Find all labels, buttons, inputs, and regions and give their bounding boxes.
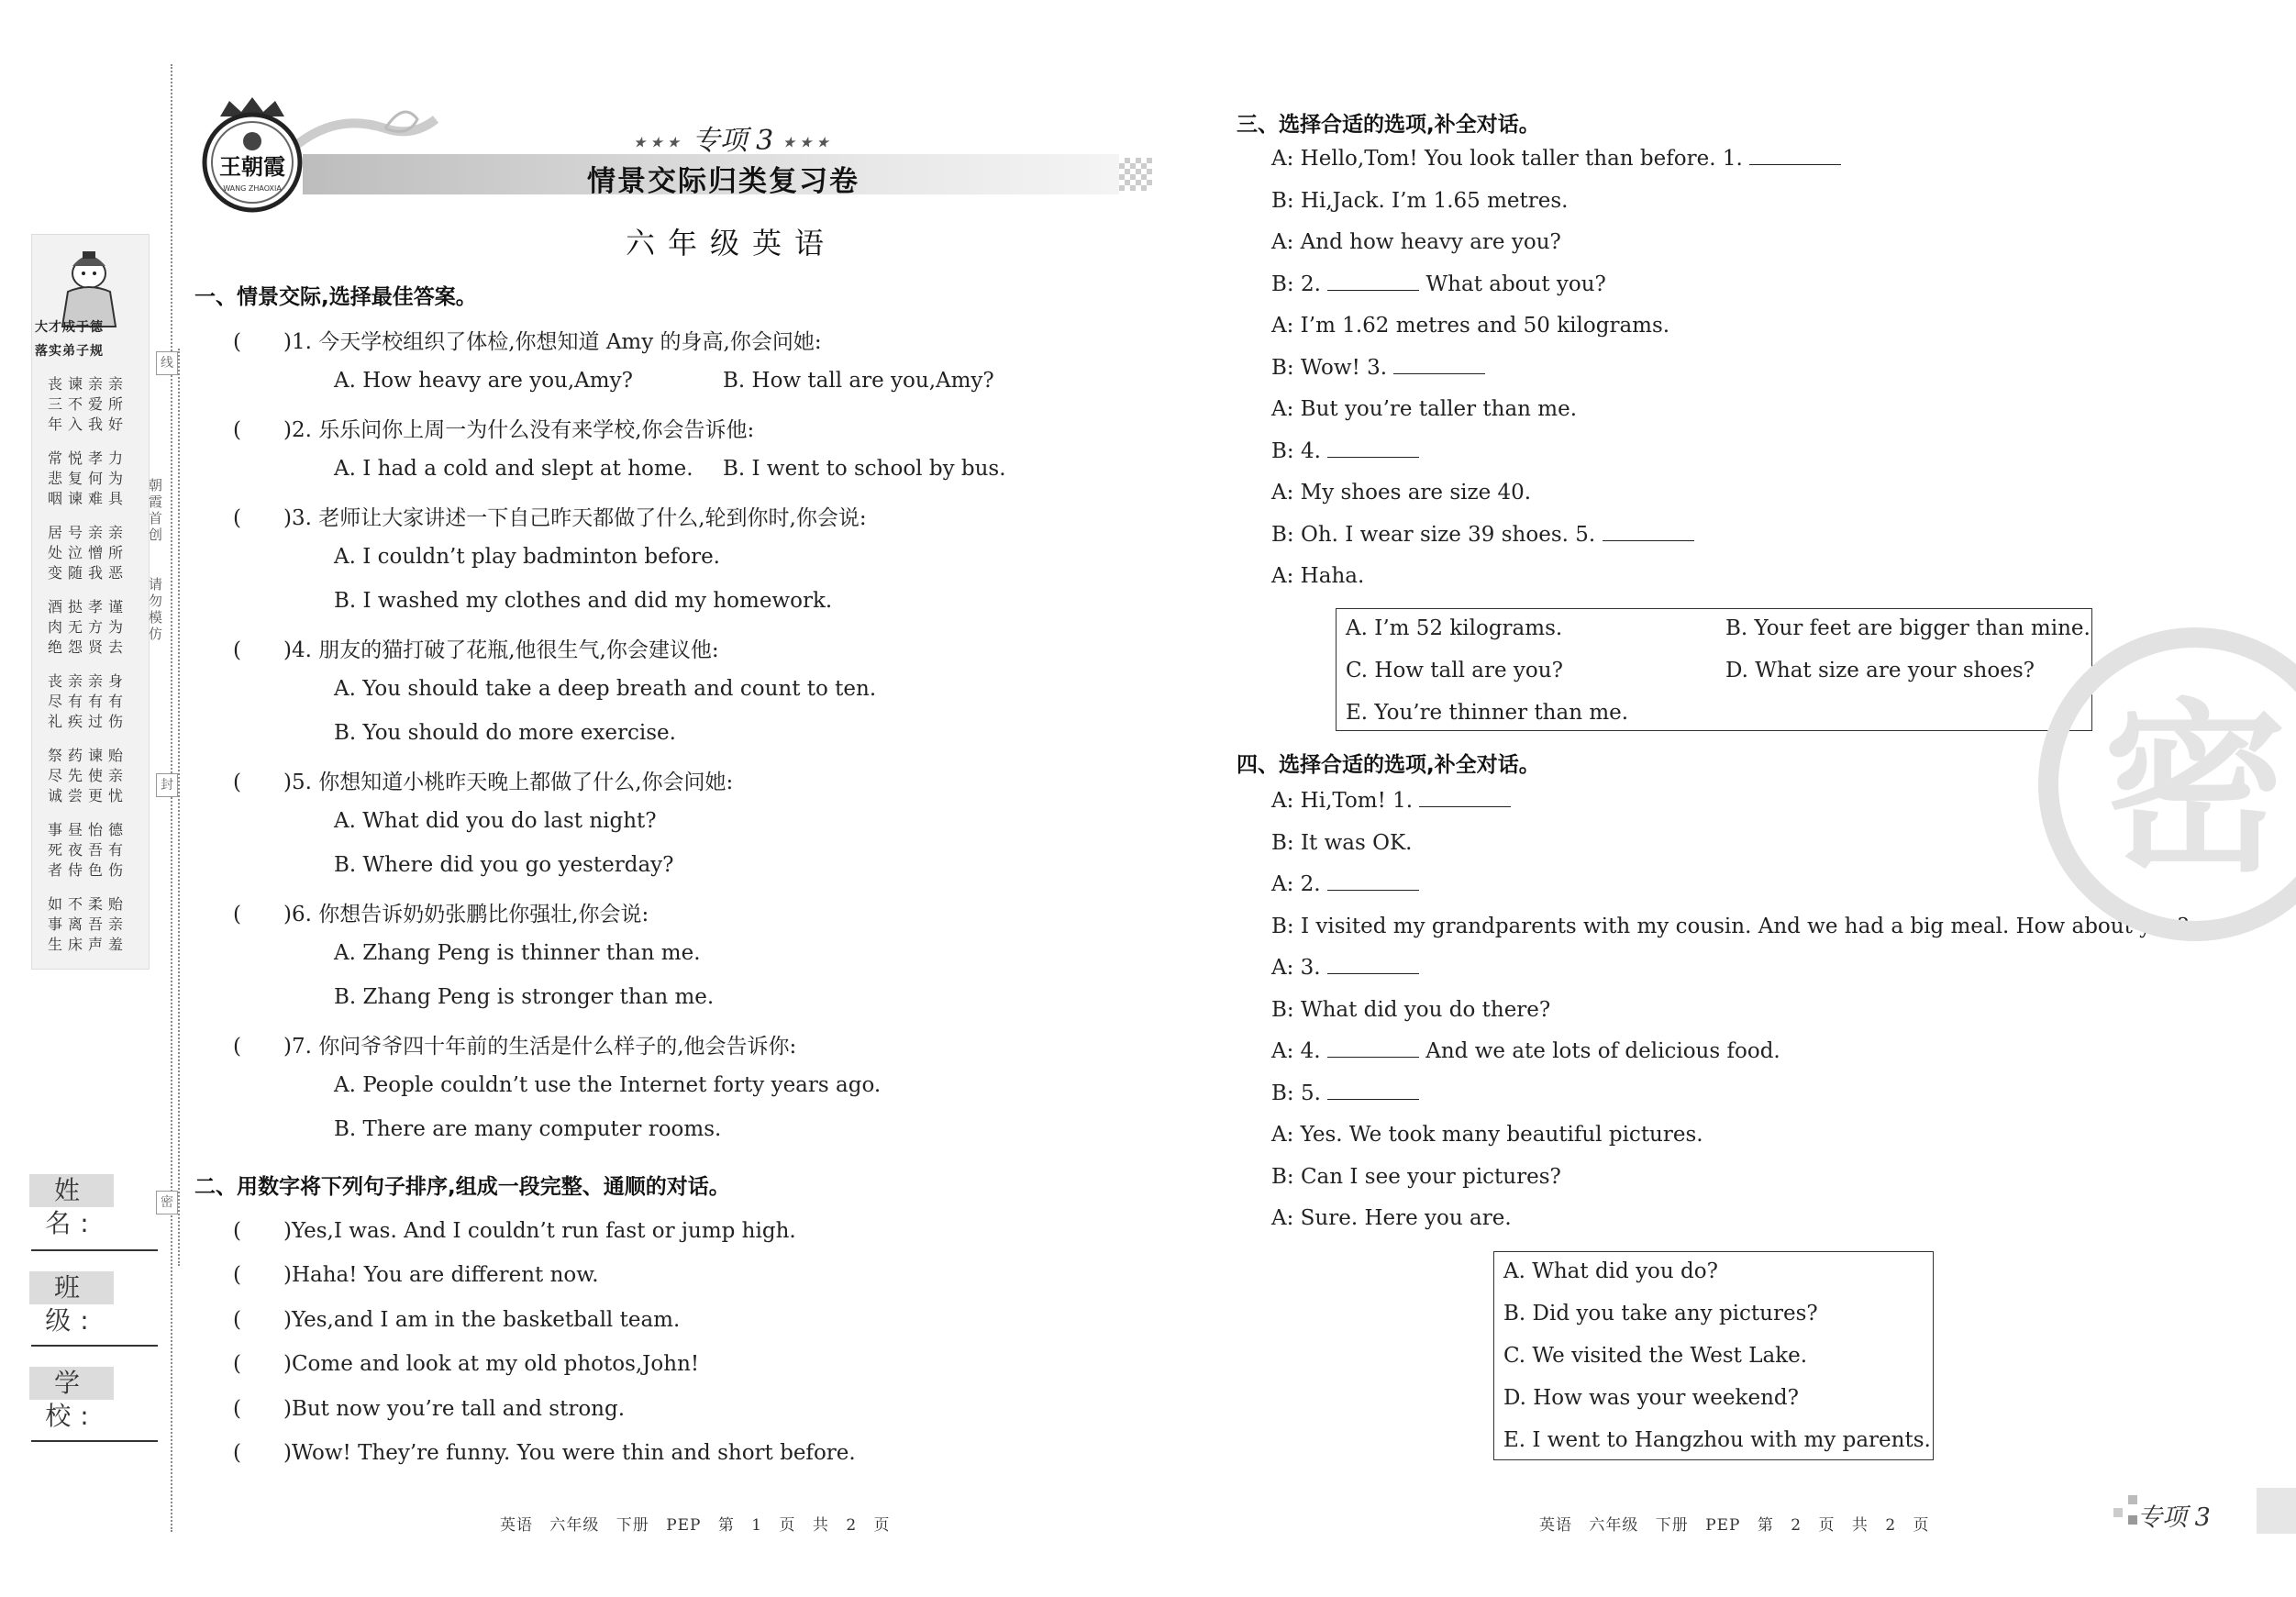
question-3: ( )3. 老师让大家讲述一下自己昨天都做了什么,轮到你时,你会说: [233, 506, 867, 530]
proverb-row: 咽谏难具 [48, 490, 129, 507]
answer-blank[interactable] [1327, 273, 1419, 291]
question-3-option-b[interactable]: B. I washed my clothes and did my homework. [334, 589, 833, 613]
motto-line-2: 落实弟子规 [35, 344, 104, 359]
proverb-row: 常悦孝力 [48, 449, 129, 467]
dialogue-text: A: 4. [1271, 1039, 1321, 1063]
proverb-row: 变随我恶 [48, 564, 129, 582]
question-2-option-b[interactable]: B. I went to school by bus. [723, 457, 1006, 481]
copyright-note-1: 朝霞首创 [149, 477, 163, 543]
dialogue-line [1271, 1081, 1419, 1105]
dialogue-text: A: Haha. [1271, 564, 1365, 588]
section2-heading: 二、用数字将下列句子排序,组成一段完整、通顺的对话。 [194, 1175, 730, 1199]
cut-mark-seal: 封 [156, 773, 178, 797]
name-field[interactable] [31, 1249, 158, 1251]
dialogue-text-after: What about you? [1419, 272, 1606, 296]
question-6: ( )6. 你想告诉奶奶张鹏比你强壮,你会说: [233, 903, 649, 926]
series-text: 专项 3 [692, 125, 774, 157]
dialogue-text: A: Hi,Tom! 1. [1271, 789, 1414, 813]
question-2: ( )2. 乐乐问你上周一为什么没有来学校,你会告诉他: [233, 418, 755, 442]
dialogue-line [1271, 230, 1561, 254]
dialogue-text: B: 2. [1271, 272, 1321, 296]
proverb-row: 丧亲亲身 [48, 672, 129, 690]
dialogue-text: B: Wow! 3. [1271, 355, 1388, 380]
proverb-row: 礼疾过伤 [48, 713, 129, 730]
ordering-item[interactable]: ( )Yes,and I am in the basketball team. [233, 1307, 681, 1332]
section1-heading: 一、情景交际,选择最佳答案。 [194, 285, 477, 309]
dialogue-text: B: Hi,Jack. I’m 1.65 metres. [1271, 188, 1569, 213]
section4-option-c: C. We visited the West Lake. [1503, 1344, 1808, 1368]
proverb-row: 生床声羞 [48, 936, 129, 953]
answer-blank[interactable] [1327, 1082, 1419, 1100]
proverb-row: 如不柔贻 [48, 895, 129, 913]
proverb-row: 者侍色伤 [48, 861, 129, 879]
proverb-row: 酒挞孝谨 [48, 598, 129, 616]
dialogue-text: B: 4. [1271, 438, 1321, 463]
dialogue-text-after: And we ate lots of delicious food. [1418, 1039, 1780, 1063]
ordering-item[interactable]: ( )Wow! They’re funny. You were thin and short before. [233, 1441, 856, 1465]
dialogue-text: A: My shoes are size 40. [1271, 481, 1532, 505]
proverb-group [48, 671, 128, 732]
dialogue-text: A: 3. [1271, 956, 1321, 980]
class-label: 班级: [29, 1271, 114, 1304]
footer-page-2: 英语 六年级 下册 PEP 第 2 页 共 2 页 [1539, 1516, 1930, 1535]
dialogue-line [1271, 397, 1577, 421]
dialogue-line [1271, 439, 1419, 463]
proverb-row: 处泣憎所 [48, 544, 129, 561]
proverb-group [48, 820, 128, 881]
question-6-option-b[interactable]: B. Zhang Peng is stronger than me. [334, 985, 715, 1009]
motto-line-1: 大才成于德 [35, 320, 104, 335]
series-label [633, 117, 833, 158]
proverb-row: 事离吾亲 [48, 915, 129, 933]
secret-seal-watermark [2025, 615, 2296, 954]
class-field[interactable] [31, 1345, 158, 1347]
dialogue-line [1271, 1123, 1703, 1147]
dialogue-text: A: I’m 1.62 metres and 50 kilograms. [1271, 314, 1670, 338]
proverb-row: 尽先使亲 [48, 767, 129, 784]
answer-blank[interactable] [1419, 790, 1511, 807]
binding-line-inner [178, 349, 180, 1266]
school-field[interactable] [31, 1440, 158, 1442]
cut-mark-secret: 密 [156, 1191, 178, 1214]
proverb-row: 悲复何为 [48, 470, 129, 487]
dialogue-text: A: And how heavy are you? [1271, 230, 1561, 254]
section3-option-b: B. Your feet are bigger than mine. [1725, 616, 2091, 640]
dialogue-line [1271, 314, 1669, 338]
proverb-row: 绝怨贤去 [48, 638, 129, 656]
dialogue-line [1271, 147, 1841, 171]
section4-option-a: A. What did you do? [1503, 1259, 1718, 1283]
dialogue-line [1271, 272, 1606, 296]
dialogue-line [1271, 872, 1419, 896]
ordering-item[interactable]: ( )Come and look at my old photos,John! [233, 1352, 700, 1377]
dialogue-text: B: I visited my grandparents with my cousin. And we had a big meal. How about you? [1271, 914, 2190, 938]
school-label: 学校: [29, 1367, 114, 1400]
answer-blank[interactable] [1327, 440, 1419, 458]
dialogue-line [1271, 998, 1550, 1022]
proverb-row: 死夜吾有 [48, 841, 129, 859]
proverb-group [48, 894, 128, 955]
section3-option-a: A. I’m 52 kilograms. [1346, 616, 1563, 640]
ordering-item[interactable]: ( )Haha! You are different now. [233, 1263, 599, 1288]
question-5: ( )5. 你想知道小桃昨天晚上都做了什么,你会问她: [233, 771, 734, 794]
section4-option-b: B. Did you take any pictures? [1503, 1302, 1818, 1325]
section3-option-e: E. You’re thinner than me. [1346, 701, 1629, 725]
proverb-row: 肉无方为 [48, 618, 129, 636]
section3-option-box [1336, 608, 2092, 731]
question-1-option-b[interactable]: B. How tall are you,Amy? [723, 369, 994, 393]
binding-line-outer [171, 64, 172, 1532]
dialogue-text: B: It was OK. [1271, 830, 1413, 855]
section3-option-c: C. How tall are you? [1346, 659, 1563, 682]
proverb-row: 三不爱所 [48, 395, 129, 413]
paper-subtitle: 六年级英语 [626, 226, 837, 261]
dialogue-text: B: Can I see your pictures? [1271, 1164, 1561, 1189]
checker-decoration [1119, 158, 1152, 191]
question-4-option-a[interactable]: A. You should take a deep breath and count to ten. [334, 677, 877, 701]
brand-logo [197, 94, 307, 217]
proverb-row: 尽有有有 [48, 693, 129, 710]
dialogue-line [1271, 481, 1531, 505]
dialogue-line [1271, 956, 1419, 980]
section4-option-e: E. I went to Hangzhou with my parents. [1503, 1428, 1931, 1452]
question-7: ( )7. 你问爷爷四十年前的生活是什么样子的,他会告诉你: [233, 1035, 797, 1059]
question-7-option-b[interactable]: B. There are many computer rooms. [334, 1117, 722, 1141]
proverb-row: 祭药谏贻 [48, 747, 129, 764]
stars-right-icon: ★★★ [782, 133, 833, 151]
proverb-group [48, 597, 128, 658]
question-1: ( )1. 今天学校组织了体检,你想知道 Amy 的身高,你会问她: [233, 330, 822, 354]
answer-blank[interactable] [1327, 957, 1419, 974]
corner-series-label: 专项 3 [2137, 1503, 2211, 1532]
proverb-group [48, 523, 128, 583]
question-2-option-a[interactable]: A. I had a cold and slept at home. [334, 457, 693, 481]
dialogue-line [1271, 189, 1568, 213]
section3-heading: 三、选择合适的选项,补全对话。 [1237, 113, 1540, 137]
dialogue-line [1271, 1039, 1780, 1063]
section4-option-d: D. How was your weekend? [1503, 1386, 1799, 1410]
proverb-group [48, 449, 128, 509]
dialogue-text: A: Hello,Tom! You look taller than before. 1. [1271, 147, 1743, 171]
cut-mark-line: 线 [156, 351, 178, 375]
dialogue-text: B: Oh. I wear size 39 shoes. 5. [1271, 522, 1596, 547]
logo-subtext: WANG ZHAOXIA [223, 184, 282, 193]
proverb-row: 事昼怡德 [48, 821, 129, 838]
paper-title: 情景交际归类复习卷 [587, 165, 860, 198]
proverb-group [48, 374, 128, 435]
question-7-option-a[interactable]: A. People couldn’t use the Internet forty years ago. [334, 1073, 882, 1097]
dialogue-line [1271, 564, 1364, 588]
dialogue-line [1271, 831, 1412, 855]
dialogue-line [1271, 1206, 1512, 1230]
proverb-group [48, 746, 128, 806]
question-1-option-a[interactable]: A. How heavy are you,Amy? [334, 369, 633, 393]
question-4: ( )4. 朋友的猫打破了花瓶,他很生气,你会建议他: [233, 638, 719, 662]
proverb-row: 丧谏亲亲 [48, 375, 129, 393]
dialogue-text: A: Yes. We took many beautiful pictures. [1271, 1123, 1703, 1147]
answer-blank[interactable] [1393, 357, 1485, 374]
dialogue-text: A: Sure. Here you are. [1271, 1206, 1512, 1230]
seal-text: 密 [2102, 683, 2288, 897]
proverb-row: 诚尝更忧 [48, 787, 129, 804]
dialogue-line [1271, 523, 1694, 547]
dialogue-text: B: What did you do there? [1271, 997, 1551, 1022]
dialogue-line [1271, 1165, 1561, 1189]
answer-blank[interactable] [1327, 1040, 1419, 1058]
ordering-item[interactable]: ( )Yes,I was. And I couldn’t run fast or jump high. [233, 1219, 796, 1243]
question-5-option-a[interactable]: A. What did you do last night? [334, 809, 657, 833]
dialogue-text: A: But you’re taller than me. [1271, 397, 1578, 421]
copyright-note-2: 请勿模仿 [149, 576, 163, 642]
question-5-option-b[interactable]: B. Where did you go yesterday? [334, 853, 674, 877]
proverb-row: 年入我好 [48, 416, 129, 433]
answer-blank[interactable] [1327, 873, 1419, 891]
proverb-row: 居号亲亲 [48, 524, 129, 541]
dialogue-text: A: 2. [1271, 872, 1321, 896]
section3-option-d: D. What size are your shoes? [1725, 659, 2035, 682]
logo-text: 王朝霞 [219, 154, 285, 180]
answer-blank[interactable] [1749, 148, 1841, 165]
answer-blank[interactable] [1603, 524, 1694, 541]
question-4-option-b[interactable]: B. You should do more exercise. [334, 721, 676, 745]
question-3-option-a[interactable]: A. I couldn’t play badminton before. [334, 545, 720, 569]
dialogue-text: B: 5. [1271, 1081, 1321, 1105]
dialogue-line [1271, 356, 1485, 380]
section4-heading: 四、选择合适的选项,补全对话。 [1237, 753, 1540, 777]
name-label: 姓名: [29, 1174, 114, 1207]
dialogue-line [1271, 789, 1511, 813]
ordering-item[interactable]: ( )But now you’re tall and strong. [233, 1396, 626, 1421]
question-6-option-a[interactable]: A. Zhang Peng is thinner than me. [334, 941, 701, 965]
section4-option-box [1493, 1251, 1934, 1460]
footer-page-1: 英语 六年级 下册 PEP 第 1 页 共 2 页 [500, 1516, 891, 1535]
stars-left-icon: ★★★ [633, 133, 684, 151]
